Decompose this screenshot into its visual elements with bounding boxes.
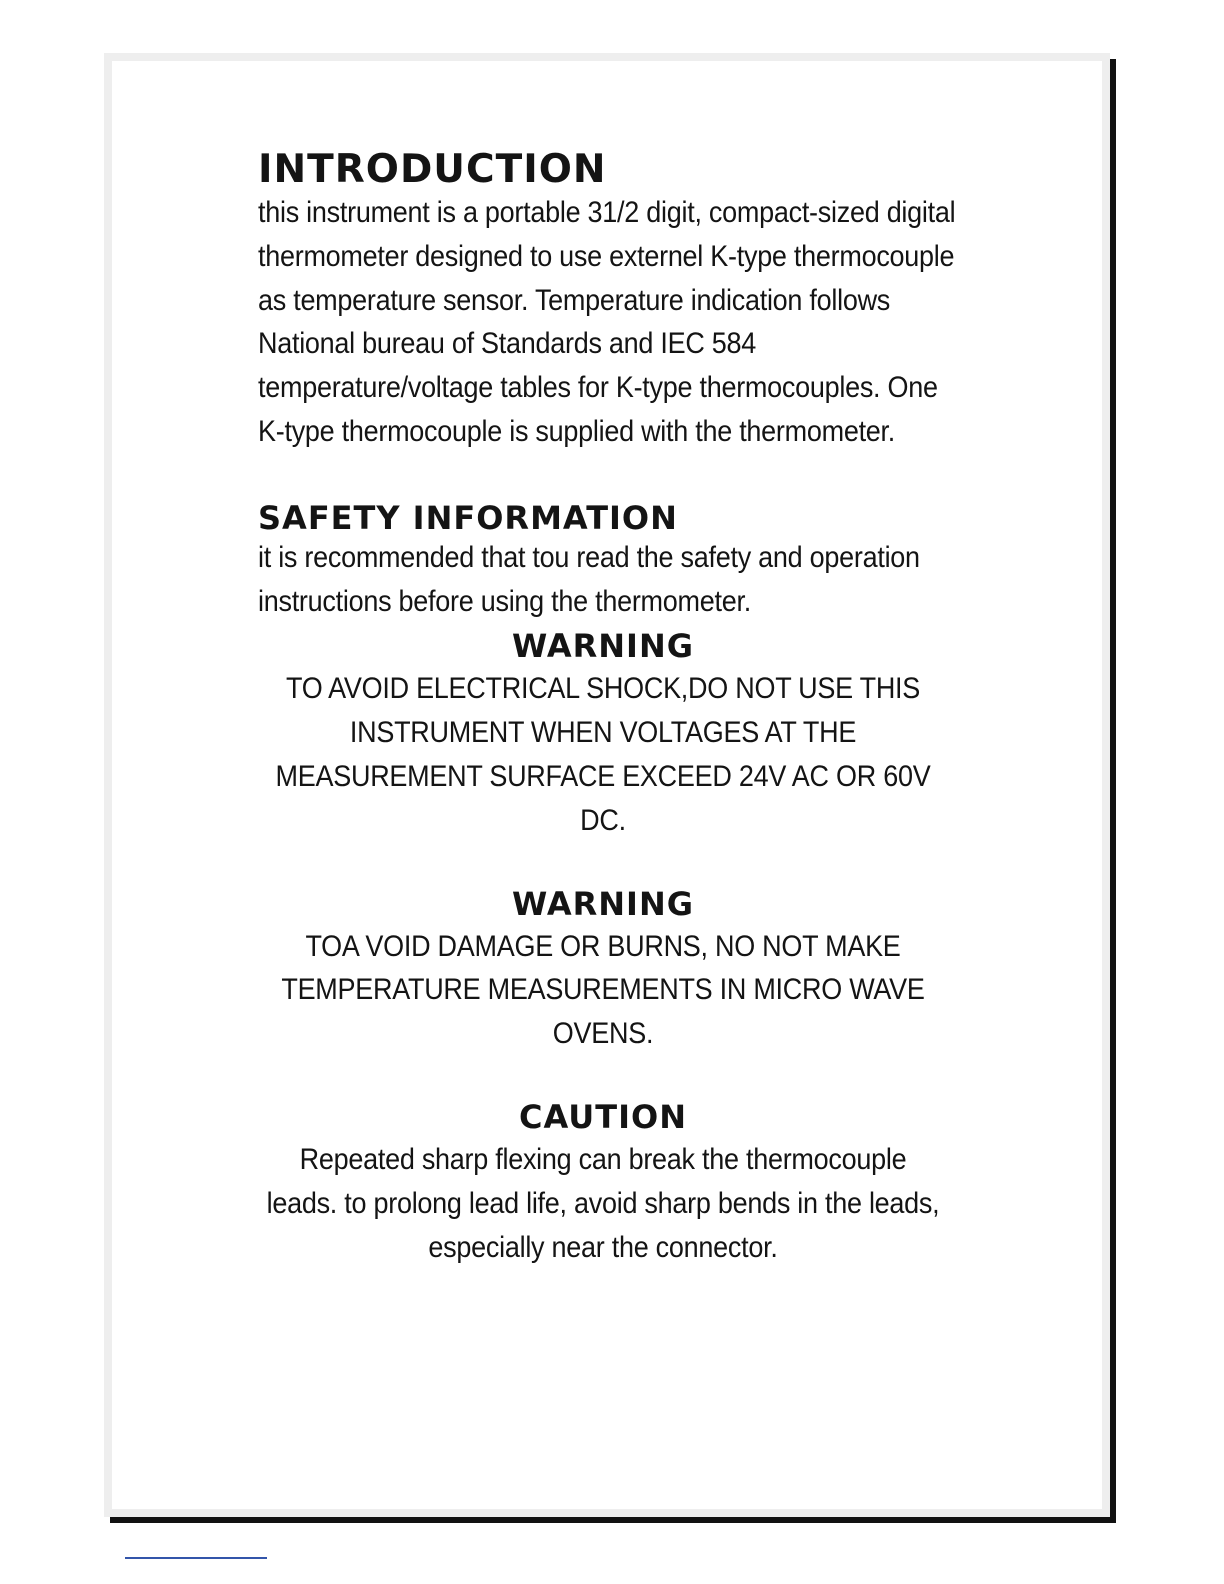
safety-heading: SAFETY INFORMATION xyxy=(258,498,678,537)
document-content xyxy=(258,146,958,1269)
footer-link-underline xyxy=(125,1557,267,1559)
warning-heading-1: WARNING xyxy=(512,627,694,666)
caution-heading: CAUTION xyxy=(519,1097,687,1136)
warning-heading-2: WARNING xyxy=(512,884,694,923)
warning-text-1: TO AVOID ELECTRICAL SHOCK,DO NOT USE THIS INSTRUMENT WHEN VOLTAGES AT THE MEASUREMENT SURFACE EXCEED 24V AC OR 60V DC. xyxy=(275,672,931,837)
caution-text: Repeated sharp flexing can break the thermocouple leads. to prolong lead life, avoid sharp bends in the leads, especially near the connector. xyxy=(266,1142,940,1264)
safety-text: it is recommended that tou read the safety and operation instructions before using the thermometer. xyxy=(258,540,920,618)
warning-text-2: TOA VOID DAMAGE OR BURNS, NO NOT MAKE TEMPERATURE MEASUREMENTS IN MICRO WAVE OVENS. xyxy=(281,929,925,1051)
introduction-heading: INTRODUCTION xyxy=(258,147,607,192)
introduction-text: this instrument is a portable 31/2 digit, compact-sized digital thermometer designed to use externel K-type thermocouple as temperature sensor. Temperature indication follows National bureau of Standards and IEC 584 temperature/voltage tables for K-type thermocouples. One K-type thermocouple is supplied with the thermometer. xyxy=(258,196,956,448)
